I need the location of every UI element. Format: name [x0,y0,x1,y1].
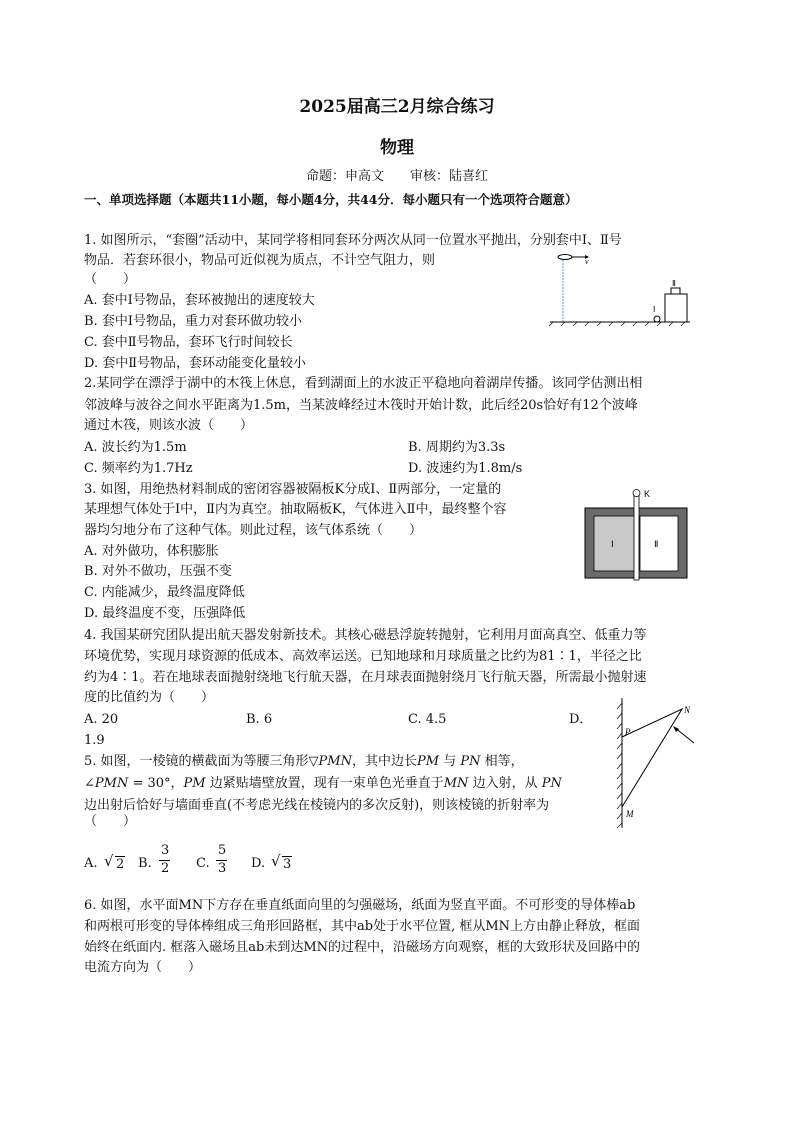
authors-line: 命题：申高文 审核：陆喜红 [305,169,488,184]
q5-vertex-p-label: P [625,727,631,737]
q4-option-d-value: 1.9 [84,733,105,748]
q6-text-line: 6. 如图，水平面MN下方存在垂直纸面向里的匀强磁场，纸面为竖直平面。不可形变的导体棒ab [84,898,636,913]
q3-text-line: 3. 如图，用绝热材料制成的密闭容器被隔板K分成Ⅰ、Ⅱ两部分，一定量的 [84,482,502,497]
q3-partition-label: K [644,489,651,499]
q3-option-d[interactable]: D. 最终温度不变，压强降低 [84,606,246,621]
exam-title: 2025届高三2月综合练习 [299,97,495,117]
q1-text-line: （ ） [84,272,137,287]
q1-option-d[interactable]: D. 套中Ⅱ号物品，套环动能变化量较小 [84,356,307,371]
q4-text-line: 4. 我国某研究团队提出航天器发射新技术。其核心磁悬浮旋转抛射，它利用月面高真空、低重力等 [84,628,647,643]
q3-option-b[interactable]: B. 对外不做功，压强不变 [84,564,232,579]
q1-option-a[interactable]: A. 套中Ⅰ号物品，套环被抛出的速度较大 [84,293,315,308]
q5-text-line: 5. 如图，一棱镜的横截面为等腰三角形▽PMN，其中边长PM 与 PN 相等， [84,754,524,769]
q2-option-c[interactable]: C. 频率约为1.7Hz [84,461,193,476]
q3-region-one-label: Ⅰ [611,539,614,549]
q1-text-line: 物品．若套环很小，物品可近似视为质点，不计空气阻力，则 [84,253,436,268]
q3-option-c[interactable]: C. 内能减少，最终温度降低 [84,585,245,600]
q5-prism-figure [612,695,702,830]
q5-text-line: ∠PMN = 30°，PM 边紧贴墙壁放置，现有一束单色光垂直于MN 边入射，从 PN [84,776,562,791]
q2-option-b[interactable]: B. 周期约为3.3s [408,440,506,455]
q4-option-b[interactable]: B. 6 [246,712,273,727]
q1-item-one-label: Ⅰ [653,305,656,314]
q5-text-line: （ ） [84,814,137,829]
q4-option-d[interactable]: D． [569,712,593,727]
q1-item-two-label: Ⅱ [672,279,676,288]
q4-option-c[interactable]: C. 4.5 [408,712,447,727]
q2-text-line: 2.某同学在漂浮于湖中的木筏上休息，看到湖面上的水波正平稳地向着湖岸传播。该同学估测出相 [84,376,643,391]
q4-option-a[interactable]: A. 20 [84,712,119,727]
q6-text-line: 电流方向为（ ） [84,960,202,975]
section-heading: 一、单项选择题（本题共11小题，每小题4分，共44分．每小题只有一个选项符合题意） [84,192,578,207]
q1-option-c[interactable]: C. 套中Ⅱ号物品，套环飞行时间较长 [84,335,293,350]
q3-text-line: 某理想气体处于Ⅰ中，Ⅱ内为真空。抽取隔板K，气体进入Ⅱ中，最终整个容 [84,502,507,517]
q2-text-line: 邻波峰与波谷之间水平距离为1.5m，当某波峰经过木筏时开始计数，此后经20s恰好有12个波峰 [84,398,638,413]
q1-text-line: 1. 如图所示，“套圈”活动中，某同学将相同套环分两次从同一位置水平抛出，分别套中Ⅰ、Ⅱ号 [84,233,622,248]
q1-velocity-label: v [585,257,589,266]
q3-option-a[interactable]: A. 对外做功，体积膨胀 [84,544,219,559]
q2-option-a[interactable]: A. 波长约为1.5m [84,440,187,455]
q2-option-d[interactable]: D. 波速约为1.8m/s [408,461,523,476]
q1-ring-toss-figure [545,250,695,330]
q6-text-line: 始终在纸面内. 框落入磁场且ab未到达MN的过程中，沿磁场方向观察，框的大致形状及回路中的 [84,940,641,955]
q2-text-line: 通过木筏，则该水波（ ） [84,418,254,433]
q3-text-line: 器均匀地分布了这种气体。则此过程，该气体系统（ ） [84,523,423,538]
q3-region-two-label: Ⅱ [654,539,659,549]
q4-text-line: 度的比值约为（ ） [84,690,215,705]
q1-option-b[interactable]: B. 套中Ⅰ号物品，重力对套环做功较小 [84,314,302,329]
q5-text-line: 边出射后恰好与墙面垂直(不考虑光线在棱镜内的多次反射)，则该棱镜的折射率为 [84,798,550,813]
q5-vertex-m-label: M [626,809,634,819]
q4-text-line: 环境优势，实现月球资源的低成本、高效率运送。已知地球和月球质量之比约为81∶1，半径之比 [84,649,642,664]
q4-text-line: 约为4∶1。若在地球表面抛射绕地飞行航天器，在月球表面抛射绕月飞行航天器，所需最小抛射速 [84,670,647,685]
subject-title: 物理 [380,138,414,158]
q5-vertex-n-label: N [684,705,691,715]
q3-container-figure [583,486,693,582]
q6-text-line: 和两根可形变的导体棒组成三角形回路框，其中ab处于水平位置, 框从MN上方由静止释放，框面 [84,919,641,934]
